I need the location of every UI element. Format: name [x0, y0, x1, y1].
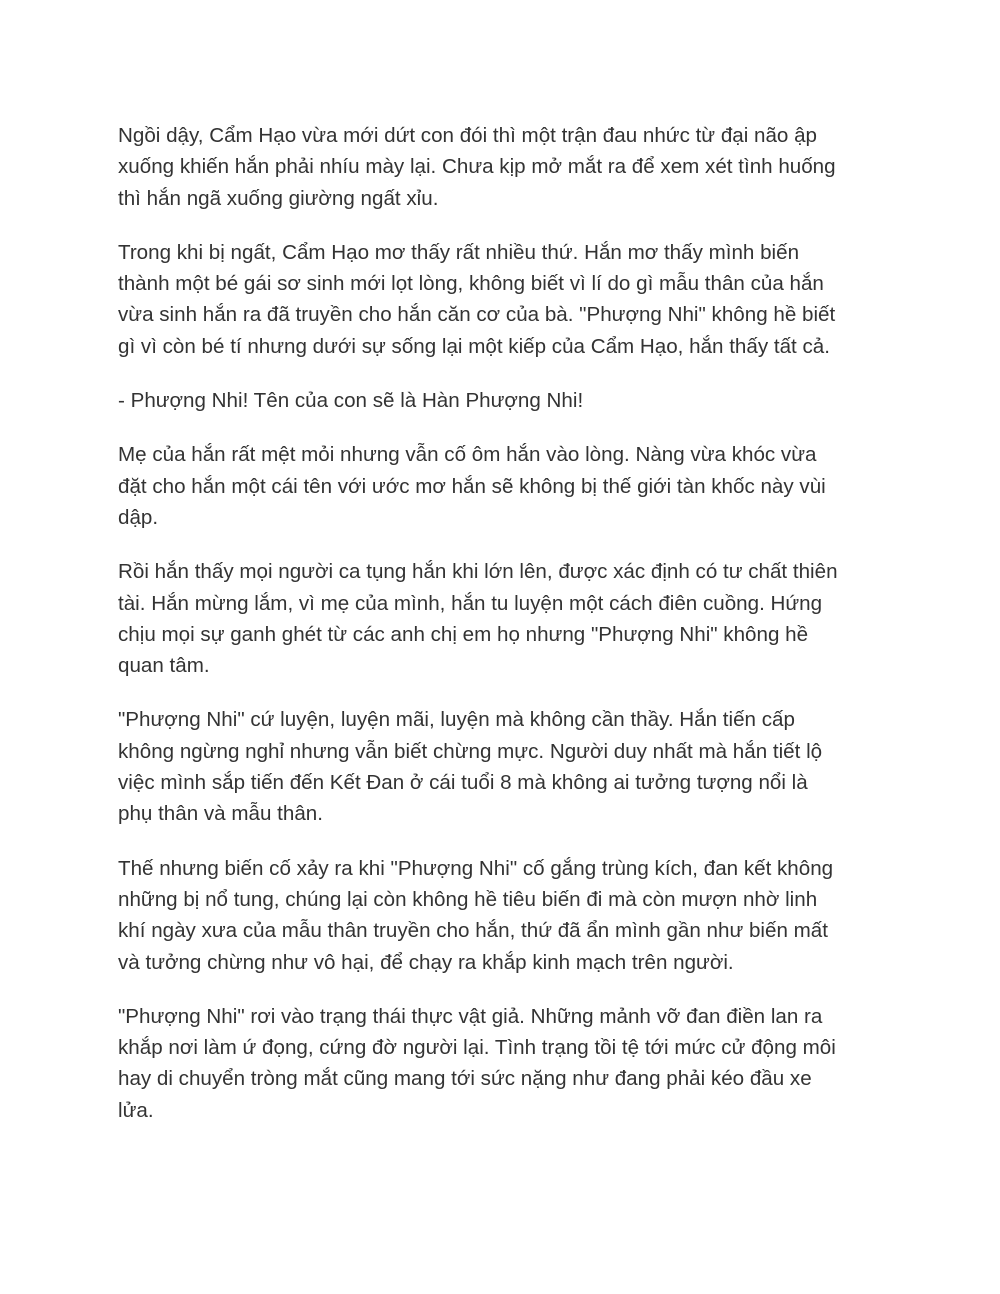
text-line: thành một bé gái sơ sinh mới lọt lòng, không biết vì lí do gì mẫu thân của hắn: [118, 272, 824, 296]
text-line: lửa.: [118, 1098, 154, 1122]
text-line: Rồi hắn thấy mọi người ca tụng hắn khi lớn lên, được xác định có tư chất thiên: [118, 560, 838, 584]
text-line: gì vì còn bé tí nhưng dưới sự sống lại một kiếp của Cẩm Hạo, hắn thấy tất cả.: [118, 334, 830, 358]
text-line: xuống khiến hắn phải nhíu mày lại. Chưa kịp mở mắt ra để xem xét tình huống: [118, 155, 836, 179]
text-line: khí ngày xưa của mẫu thân truyền cho hắn, thứ đã ẩn mình gần như biến mất: [118, 919, 828, 943]
paragraph: [118, 1001, 918, 1126]
text-line: vừa sinh hắn ra đã truyền cho hắn căn cơ của bà. "Phượng Nhi" không hề biết: [118, 303, 836, 327]
text-line: thì hắn ngã xuống giường ngất xỉu.: [118, 186, 439, 210]
text-line: tài. Hắn mừng lắm, vì mẹ của mình, hắn tu luyện một cách điên cuồng. Hứng: [118, 591, 823, 615]
text-line: những bị nổ tung, chúng lại còn không hề tiêu biến đi mà còn mượn nhờ linh: [118, 887, 818, 911]
text-line: Ngồi dậy, Cẩm Hạo vừa mới dứt con đói thì một trận đau nhức từ đại não ập: [118, 124, 818, 147]
paragraph: [118, 237, 918, 362]
text-line: Trong khi bị ngất, Cẩm Hạo mơ thấy rất nhiều thứ. Hắn mơ thấy mình biến: [118, 240, 800, 264]
text-line: không ngừng nghỉ nhưng vẫn biết chừng mực. Người duy nhất mà hắn tiết lộ: [118, 739, 823, 763]
text-line: - Phượng Nhi! Tên của con sẽ là Hàn Phượng Nhi!: [118, 389, 584, 413]
text-line: chịu mọi sự ganh ghét từ các anh chị em họ nhưng "Phượng Nhi" không hề: [118, 622, 809, 646]
paragraph: [118, 385, 918, 416]
text-line: "Phượng Nhi" rơi vào trạng thái thực vật giả. Những mảnh vỡ đan điền lan ra: [118, 1004, 823, 1028]
text-line: "Phượng Nhi" cứ luyện, luyện mãi, luyện mà không cần thầy. Hắn tiến cấp: [118, 708, 795, 732]
text-line: Mẹ của hắn rất mệt mỏi nhưng vẫn cố ôm hắn vào lòng. Nàng vừa khóc vừa: [118, 443, 817, 467]
text-line: hay di chuyển tròng mắt cũng mang tới sức nặng như đang phải kéo đầu xe: [118, 1067, 812, 1091]
text-line: và tưởng chừng như vô hại, để chạy ra khắp kinh mạch trên người.: [118, 950, 734, 974]
text-line: Thế nhưng biến cố xảy ra khi "Phượng Nhi" cố gắng trùng kích, đan kết không: [118, 856, 834, 880]
text-line: phụ thân và mẫu thân.: [118, 802, 323, 826]
paragraph: [118, 556, 918, 681]
paragraph: [118, 853, 918, 978]
paragraph: [118, 439, 918, 533]
text-line: dập.: [118, 505, 159, 529]
text-line: đặt cho hắn một cái tên với ước mơ hắn sẽ không bị thế giới tàn khốc này vùi: [118, 474, 826, 498]
document-page: [118, 120, 918, 1149]
text-line: quan tâm.: [118, 654, 210, 678]
paragraph: [118, 120, 918, 214]
text-line: khắp nơi làm ứ đọng, cứng đờ người lại. Tình trạng tồi tệ tới mức cử động môi: [118, 1036, 836, 1060]
text-line: việc mình sắp tiến đến Kết Đan ở cái tuổi 8 mà không ai tưởng tượng nổi là: [118, 771, 808, 795]
paragraph: [118, 704, 918, 829]
